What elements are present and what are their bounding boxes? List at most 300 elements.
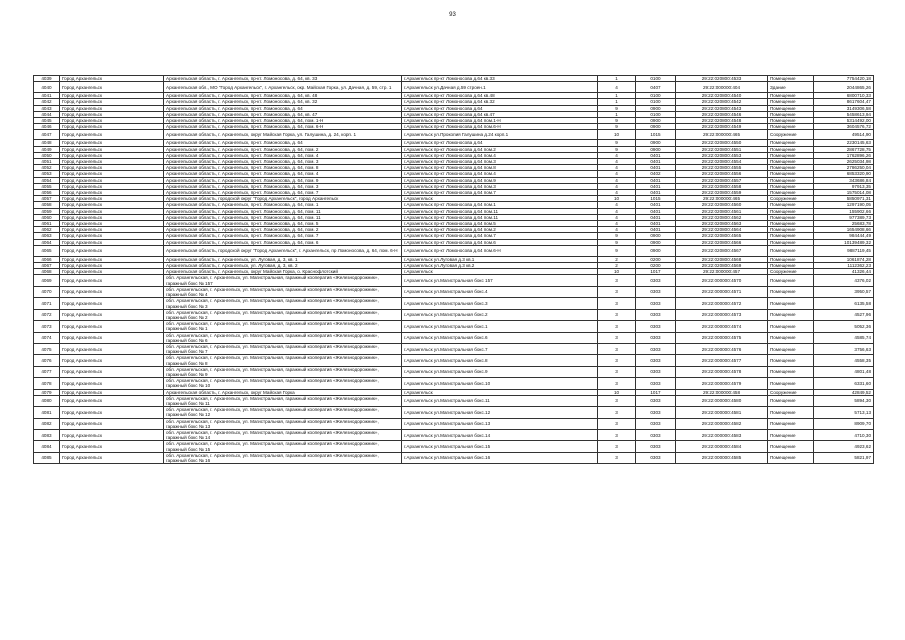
group-cell: 9	[598, 105, 636, 111]
municipality-cell: Город Архангельск	[60, 389, 164, 395]
short-address-cell: г.Архангельск пр-кт Ломоносова д.64 кв.47	[402, 111, 598, 117]
short-address-cell: г.Архангельск пр-кт Ломоносова д.64 пом.11	[402, 214, 598, 220]
row-number-cell: 4049	[34, 146, 60, 152]
row-number-cell: 4052	[34, 165, 60, 171]
address-cell: Архангельская область, г. Архангельск, пр-кт. Ломоносова, д. 64, пом. 7	[164, 190, 402, 196]
object-type-cell: Помещение	[768, 366, 814, 377]
code-cell: 0303	[636, 343, 676, 354]
group-cell: 3	[598, 309, 636, 320]
group-cell: 9	[598, 245, 636, 256]
cadastral-number-cell: 29:22:020800:4564	[676, 227, 768, 233]
table-row	[34, 366, 874, 377]
code-cell: 0900	[636, 140, 676, 146]
group-cell: 4	[598, 183, 636, 189]
address-cell: Архангельская область, г. Архангельск, ул. Луговая, д. 3, кв. 2	[164, 263, 402, 269]
group-cell: 4	[598, 190, 636, 196]
object-type-cell: Сооружение	[768, 196, 814, 202]
code-cell: 0401	[636, 177, 676, 183]
code-cell: 0303	[636, 332, 676, 343]
cadastral-value-cell: 5894,30	[814, 395, 874, 406]
cadastral-number-cell: 29:22:020800:4563	[676, 221, 768, 227]
address-cell: обл. Архангельская, г. Архангельск, ул. Магистральная, гаражный кооператив «Железнодорожник», гаражный бокс № 16	[164, 452, 402, 463]
cadastral-value-cell: 4923,62	[814, 441, 874, 452]
cadastral-number-cell: 29:22:020800:4569	[676, 263, 768, 269]
group-cell: 3	[598, 395, 636, 406]
group-cell: 10	[598, 196, 636, 202]
short-address-cell: г.Архангельск ул.Магистральная бокс.9	[402, 366, 598, 377]
group-cell: 9	[598, 146, 636, 152]
row-number-cell: 4040	[34, 82, 60, 93]
row-number-cell: 4044	[34, 111, 60, 117]
municipality-cell: Город Архангельск	[60, 441, 164, 452]
object-type-cell: Помещение	[768, 355, 814, 366]
row-number-cell: 4048	[34, 140, 60, 146]
cadastral-number-cell: 29:22:020800:4542	[676, 99, 768, 105]
group-cell: 3	[598, 441, 636, 452]
row-number-cell: 4059	[34, 208, 60, 214]
row-number-cell: 4063	[34, 233, 60, 239]
municipality-cell: Город Архангельск	[60, 343, 164, 354]
table-row	[34, 245, 874, 256]
short-address-cell: г.Архангельск ул.Магистральная бокс.3	[402, 298, 598, 309]
cadastral-number-cell: 29:22:020800:4546	[676, 111, 768, 117]
municipality-cell: Город Архангельск	[60, 227, 164, 233]
short-address-cell: г.Архангельск ул.Магистральная бокс.4	[402, 286, 598, 297]
address-cell: обл. Архангельская, г. Архангельск, ул. Магистральная, гаражный кооператив «Железнодорожник», гаражный бокс № 15	[164, 441, 402, 452]
short-address-cell: г.Архангельск ул.Магистральная бокс.8	[402, 355, 598, 366]
short-address-cell: г.Архангельск ул.Луговая д.3 кв.2	[402, 263, 598, 269]
municipality-cell: Город Архангельск	[60, 366, 164, 377]
cadastral-value-cell: 2625034,98	[814, 159, 874, 165]
row-number-cell: 4069	[34, 275, 60, 286]
cadastral-value-cell: 9887119,45	[814, 245, 874, 256]
row-number-cell: 4056	[34, 190, 60, 196]
municipality-cell: Город Архангельск	[60, 159, 164, 165]
row-number-cell: 4057	[34, 196, 60, 202]
cadastral-value-cell: 41326,44	[814, 269, 874, 275]
cadastral-value-cell: 25683,78	[814, 221, 874, 227]
row-number-cell: 4071	[34, 298, 60, 309]
group-cell: 3	[598, 343, 636, 354]
group-cell: 9	[598, 118, 636, 124]
municipality-cell: Город Архангельск	[60, 124, 164, 130]
object-type-cell: Помещение	[768, 275, 814, 286]
cadastral-value-cell: 1654908,66	[814, 227, 874, 233]
municipality-cell: Город Архангельск	[60, 221, 164, 227]
cadastral-number-cell: 29:22:000000:4585	[676, 452, 768, 463]
object-type-cell: Помещение	[768, 177, 814, 183]
cadastral-number-cell: 29:22:000000:458	[676, 389, 768, 395]
code-cell: 0900	[636, 118, 676, 124]
municipality-cell: Город Архангельск	[60, 256, 164, 262]
cadastral-value-cell: 4801,48	[814, 366, 874, 377]
address-cell: Архангельская область, г. Архангельск, пр-кт. Ломоносова, д. 64, пом. 2	[164, 227, 402, 233]
group-cell: 10	[598, 130, 636, 140]
cadastral-value-cell: 4376,02	[814, 275, 874, 286]
address-cell: Архангельская область, г. Архангельск, пр-кт. Ломоносова, д. 64, пом. 8	[164, 165, 402, 171]
cadastral-number-cell: 29:22:020800:4555	[676, 165, 768, 171]
cadastral-number-cell: 29:22:000000:465	[676, 196, 768, 202]
group-cell: 2	[598, 256, 636, 262]
short-address-cell: г.Архангельск пр-кт Ломоносова д.64 пом.11	[402, 208, 598, 214]
table-row	[34, 452, 874, 463]
group-cell: 4	[598, 221, 636, 227]
address-cell: обл. Архангельская, г. Архангельск, ул. Магистральная, гаражный кооператив «Железнодорожник», гаражный бокс № 4	[164, 286, 402, 297]
code-cell: 0303	[636, 321, 676, 332]
object-type-cell: Помещение	[768, 321, 814, 332]
object-type-cell: Помещение	[768, 111, 814, 117]
group-cell: 4	[598, 165, 636, 171]
cadastral-number-cell: 29:22:000000:4579	[676, 378, 768, 389]
cadastral-number-cell: 29:22:000000:4573	[676, 309, 768, 320]
cadastral-value-cell: 5713,13	[814, 407, 874, 418]
row-number-cell: 4045	[34, 118, 60, 124]
cadastral-number-cell: 29:22:000000:404	[676, 82, 768, 93]
row-number-cell: 4074	[34, 332, 60, 343]
cadastral-number-cell: 29:22:020800:4549	[676, 124, 768, 130]
group-cell: 3	[598, 366, 636, 377]
code-cell: 0303	[636, 366, 676, 377]
cadastral-number-cell: 29:22:020800:4560	[676, 202, 768, 208]
cadastral-number-cell: 29:22:000000:4583	[676, 429, 768, 440]
group-cell: 9	[598, 233, 636, 239]
object-type-cell: Помещение	[768, 452, 814, 463]
cadastral-value-cell: 3149306,58	[814, 105, 874, 111]
code-cell: 0303	[636, 429, 676, 440]
cadastral-value-cell: 49514,90	[814, 130, 874, 140]
cadastral-value-cell: 1112362,23	[814, 263, 874, 269]
short-address-cell: г.Архангельск пр-кт Ломоносова д.64 пом.3	[402, 159, 598, 165]
short-address-cell: г.Архангельск пр-кт Ломоносова д.64 пом.6-Н	[402, 124, 598, 130]
address-cell: обл. Архангельская, г. Архангельск, ул. Магистральная, гаражный кооператив «Железнодорожник», гаражный бокс № 14	[164, 429, 402, 440]
row-number-cell: 4039	[34, 76, 60, 82]
code-cell: 0401	[636, 183, 676, 189]
object-type-cell: Помещение	[768, 99, 814, 105]
row-number-cell: 4046	[34, 124, 60, 130]
cadastral-value-cell: 4527,96	[814, 309, 874, 320]
municipality-cell: Город Архангельск	[60, 183, 164, 189]
object-type-cell: Помещение	[768, 233, 814, 239]
code-cell: 0303	[636, 309, 676, 320]
address-cell: Архангельская область, г. Архангельск, пр-кт. Ломоносова, д. 64, пом. 11	[164, 214, 402, 220]
municipality-cell: Город Архангельск	[60, 378, 164, 389]
group-cell: 4	[598, 159, 636, 165]
cadastral-number-cell: 29:22:020800:4567	[676, 245, 768, 256]
row-number-cell: 4060	[34, 214, 60, 220]
municipality-cell: Город Архангельск	[60, 395, 164, 406]
table-row	[34, 378, 874, 389]
address-cell: обл. Архангельская, г. Архангельск, ул. Магистральная, гаражный кооператив «Железнодорожник», гаражный бокс № 8	[164, 355, 402, 366]
cadastral-value-cell: 10139489,32	[814, 239, 874, 245]
municipality-cell: Город Архангельск	[60, 190, 164, 196]
municipality-cell: Город Архангельск	[60, 429, 164, 440]
code-cell: 0900	[636, 245, 676, 256]
row-number-cell: 4080	[34, 395, 60, 406]
object-type-cell: Помещение	[768, 441, 814, 452]
cadastral-value-cell: 984444,49	[814, 233, 874, 239]
code-cell: 0100	[636, 76, 676, 82]
table-row	[34, 82, 874, 93]
address-cell: Архангельская область, г. Архангельск, ул. Луговая, д. 3, кв. 1	[164, 256, 402, 262]
row-number-cell: 4079	[34, 389, 60, 395]
cadastral-number-cell: 29:22:000000:4577	[676, 355, 768, 366]
short-address-cell: г.Архангельск пр-кт Ломоносова д.64 кв.33	[402, 76, 598, 82]
code-cell: 0401	[636, 227, 676, 233]
object-type-cell: Помещение	[768, 221, 814, 227]
cadastral-number-cell: 29:22:000000:4574	[676, 321, 768, 332]
object-type-cell: Помещение	[768, 140, 814, 146]
cadastral-number-cell: 29:22:020800:4557	[676, 177, 768, 183]
group-cell: 3	[598, 429, 636, 440]
table-row	[34, 275, 874, 286]
object-type-cell: Помещение	[768, 343, 814, 354]
object-type-cell: Помещение	[768, 309, 814, 320]
table-row	[34, 429, 874, 440]
cadastral-value-cell: 3950,57	[814, 286, 874, 297]
object-type-cell: Помещение	[768, 183, 814, 189]
group-cell: 10	[598, 269, 636, 275]
group-cell: 4	[598, 152, 636, 158]
object-type-cell: Помещение	[768, 118, 814, 124]
code-cell: 0401	[636, 190, 676, 196]
municipality-cell: Город Архангельск	[60, 82, 164, 93]
municipality-cell: Город Архангельск	[60, 152, 164, 158]
code-cell: 0303	[636, 298, 676, 309]
cadastral-value-cell: 6853320,90	[814, 171, 874, 177]
group-cell: 4	[598, 171, 636, 177]
row-number-cell: 4054	[34, 177, 60, 183]
short-address-cell: г.Архангельск пр-кт Ломоносова д.64	[402, 140, 598, 146]
address-cell: Архангельская область, г. Архангельск, пр-кт. Ломоносова, д. 64, кв. 47	[164, 111, 402, 117]
group-cell: 3	[598, 407, 636, 418]
cadastral-value-cell: 5052,36	[814, 321, 874, 332]
municipality-cell: Город Архангельск	[60, 146, 164, 152]
municipality-cell: Город Архангельск	[60, 452, 164, 463]
code-cell: 0303	[636, 407, 676, 418]
cadastral-number-cell: 29:22:000000:4576	[676, 343, 768, 354]
object-type-cell: Помещение	[768, 165, 814, 171]
short-address-cell: г.Архангельск ул.Магистральная бокс.1	[402, 321, 598, 332]
group-cell: 1	[598, 76, 636, 82]
address-cell: Архангельская область, г. Архангельск, пр-кт. Ломоносова, д. 64, пом. 6	[164, 239, 402, 245]
object-type-cell: Помещение	[768, 214, 814, 220]
row-number-cell: 4075	[34, 343, 60, 354]
object-type-cell: Помещение	[768, 152, 814, 158]
code-cell: 0407	[636, 82, 676, 93]
group-cell: 3	[598, 275, 636, 286]
cadastral-value-cell: 1297190,05	[814, 202, 874, 208]
object-type-cell: Помещение	[768, 256, 814, 262]
object-type-cell: Сооружение	[768, 130, 814, 140]
short-address-cell: г.Архангельск пр-кт Ломоносова д.64 пом.6-Н	[402, 245, 598, 256]
address-cell: обл. Архангельская, г. Архангельск, ул. Магистральная, гаражный кооператив «Железнодорожник», гаражный бокс № 3	[164, 298, 402, 309]
object-type-cell: Помещение	[768, 407, 814, 418]
group-cell: 1	[598, 111, 636, 117]
cadastral-value-cell: 6800710,33	[814, 93, 874, 99]
row-number-cell: 4083	[34, 429, 60, 440]
short-address-cell: г.Архангельск пр-кт Ломоносова д.64 пом.7	[402, 190, 598, 196]
code-cell: 0900	[636, 239, 676, 245]
cadastral-number-cell: 29:22:000000:4570	[676, 275, 768, 286]
address-cell: обл. Архангельская, г. Архангельск, ул. Магистральная, гаражный кооператив «Железнодорожник», гаражный бокс № 13	[164, 418, 402, 429]
municipality-cell: Город Архангельск	[60, 286, 164, 297]
page-number: 93	[449, 12, 456, 18]
address-cell: Архангельская область, г. Архангельск, пр-кт. Ломоносова, д. 64	[164, 140, 402, 146]
group-cell: 4	[598, 177, 636, 183]
address-cell: Архангельская область, г. Архангельск, округ Майская Горка	[164, 389, 402, 395]
table-row	[34, 321, 874, 332]
municipality-cell: Город Архангельск	[60, 309, 164, 320]
municipality-cell: Город Архангельск	[60, 196, 164, 202]
code-cell: 0401	[636, 214, 676, 220]
municipality-cell: Город Архангельск	[60, 332, 164, 343]
short-address-cell: г.Архангельск пр-кт Ломоносова д.64 пом.5	[402, 221, 598, 227]
municipality-cell: Город Архангельск	[60, 418, 164, 429]
municipality-cell: Город Архангельск	[60, 355, 164, 366]
cadastral-value-cell: 4710,30	[814, 429, 874, 440]
object-type-cell: Помещение	[768, 378, 814, 389]
cadastral-value-cell: 6331,60	[814, 378, 874, 389]
short-address-cell: г.Архангельск	[402, 269, 598, 275]
object-type-cell: Помещение	[768, 190, 814, 196]
group-cell: 3	[598, 355, 636, 366]
table-row	[34, 298, 874, 309]
cadastral-number-cell: 29:22:000000:465	[676, 130, 768, 140]
code-cell: 0401	[636, 208, 676, 214]
row-number-cell: 4066	[34, 256, 60, 262]
cadastral-value-cell: 155902,66	[814, 208, 874, 214]
cadastral-value-cell: 5850971,31	[814, 196, 874, 202]
municipality-cell: Город Архангельск	[60, 165, 164, 171]
object-type-cell: Помещение	[768, 93, 814, 99]
municipality-cell: Город Архангельск	[60, 208, 164, 214]
object-type-cell: Сооружение	[768, 389, 814, 395]
short-address-cell: г.Архангельск ул.Магистральная бокс.14	[402, 429, 598, 440]
group-cell: 4	[598, 202, 636, 208]
address-cell: Архангельская область, г. Архангельск, пр-кт. Ломоносова, д. 64, пом. 2	[164, 146, 402, 152]
cadastral-value-cell: 2867728,75	[814, 146, 874, 152]
cadastral-number-cell: 29:22:020800:4551	[676, 146, 768, 152]
object-type-cell: Помещение	[768, 208, 814, 214]
municipality-cell: Город Архангельск	[60, 140, 164, 146]
cadastral-value-cell: 97913,35	[814, 183, 874, 189]
cadastral-number-cell: 29:22:020800:4550	[676, 140, 768, 146]
cadastral-number-cell: 29:22:020800:4565	[676, 233, 768, 239]
group-cell: 9	[598, 140, 636, 146]
short-address-cell: г.Архангельск пр-кт Ломоносова д.64	[402, 105, 598, 111]
address-cell: Архангельская область, городской округ "Город Архангельск", город Архангельск	[164, 196, 402, 202]
group-cell: 4	[598, 227, 636, 233]
code-cell: 0401	[636, 165, 676, 171]
address-cell: обл. Архангельская, г. Архангельск, ул. Магистральная, гаражный кооператив «Железнодорожник», гаражный бокс № 7	[164, 343, 402, 354]
cadastral-value-cell: 3604576,72	[814, 124, 874, 130]
municipality-cell: Город Архангельск	[60, 233, 164, 239]
address-cell: обл. Архангельская, г. Архангельск, ул. Магистральная, гаражный кооператив «Железнодорожник», гаражный бокс № 11	[164, 395, 402, 406]
object-type-cell: Помещение	[768, 159, 814, 165]
municipality-cell: Город Архангельск	[60, 130, 164, 140]
table-body	[34, 76, 874, 464]
short-address-cell: г.Архангельск пр-кт Ломоносова д.64 пом.2	[402, 146, 598, 152]
cadastral-value-cell: 8617604,47	[814, 99, 874, 105]
object-type-cell: Помещение	[768, 146, 814, 152]
row-number-cell: 4061	[34, 221, 60, 227]
group-cell: 3	[598, 378, 636, 389]
cadastral-number-cell: 29:22:000000:4582	[676, 418, 768, 429]
short-address-cell: г.Архангельск пр-кт Ломоносова д.64 пом.7	[402, 233, 598, 239]
object-type-cell: Помещение	[768, 124, 814, 130]
group-cell: 4	[598, 214, 636, 220]
short-address-cell: г.Архангельск ул.Магистральная бокс.6	[402, 332, 598, 343]
code-cell: 0303	[636, 441, 676, 452]
short-address-cell: г.Архангельск пр-кт Ломоносова д.64 пом.8	[402, 165, 598, 171]
cadastral-number-cell: 29:22:020800:4554	[676, 159, 768, 165]
code-cell: 1017	[636, 269, 676, 275]
cadastral-value-cell: 3756,63	[814, 343, 874, 354]
cadastral-table	[33, 75, 874, 464]
table-row	[34, 441, 874, 452]
municipality-cell: Город Архангельск	[60, 76, 164, 82]
code-cell: 1015	[636, 130, 676, 140]
cadastral-number-cell: 29:22:020800:4556	[676, 171, 768, 177]
row-number-cell: 4081	[34, 407, 60, 418]
short-address-cell: г.Архангельск ул.Магистральная бокс.15	[402, 441, 598, 452]
group-cell: 3	[598, 321, 636, 332]
object-type-cell: Здание	[768, 82, 814, 93]
table-row	[34, 332, 874, 343]
cadastral-number-cell: 29:22:000000:4575	[676, 332, 768, 343]
table-row	[34, 130, 874, 140]
table-row	[34, 309, 874, 320]
table-row	[34, 286, 874, 297]
address-cell: Архангельская область, г. Архангельск, пр-кт. Ломоносова, д. 64, пом. 11	[164, 208, 402, 214]
object-type-cell: Помещение	[768, 332, 814, 343]
code-cell: 0100	[636, 111, 676, 117]
row-number-cell: 4082	[34, 418, 60, 429]
code-cell: 0100	[636, 99, 676, 105]
group-cell: 3	[598, 332, 636, 343]
address-cell: обл. Архангельская, г. Архангельск, ул. Магистральная, гаражный кооператив «Железнодорожник», гаражный бокс № 1	[164, 321, 402, 332]
cadastral-number-cell: 29:22:020800:4558	[676, 183, 768, 189]
address-cell: Архангельская область, г. Архангельск, пр-кт. Ломоносова, д. 64, пом. 3	[164, 183, 402, 189]
cadastral-value-cell: 1575014,08	[814, 190, 874, 196]
row-number-cell: 4055	[34, 183, 60, 189]
cadastral-value-cell: 2230145,63	[814, 140, 874, 146]
object-type-cell: Помещение	[768, 298, 814, 309]
group-cell: 3	[598, 298, 636, 309]
code-cell: 0200	[636, 263, 676, 269]
address-cell: Архангельская область, г. Архангельск, пр-кт. Ломоносова, д. 64	[164, 105, 402, 111]
municipality-cell: Город Архангельск	[60, 99, 164, 105]
row-number-cell: 4078	[34, 378, 60, 389]
address-cell: Архангельская область, г. Архангельск, пр-кт. Ломоносова, д. 64, пом. 4	[164, 152, 402, 158]
cadastral-number-cell: 29:22:020800:4553	[676, 152, 768, 158]
municipality-cell: Город Архангельск	[60, 407, 164, 418]
address-cell: обл. Архангельская, г. Архангельск, ул. Магистральная, гаражный кооператив «Железнодорожник», гаражный бокс № 10	[164, 378, 402, 389]
code-cell: 1015	[636, 196, 676, 202]
group-cell: 4	[598, 208, 636, 214]
short-address-cell: г.Архангельск ул.Магистральная бокс.11	[402, 395, 598, 406]
table-row	[34, 343, 874, 354]
group-cell: 9	[598, 239, 636, 245]
object-type-cell: Помещение	[768, 418, 814, 429]
municipality-cell: Город Архангельск	[60, 239, 164, 245]
code-cell: 0401	[636, 159, 676, 165]
row-number-cell: 4042	[34, 99, 60, 105]
short-address-cell: г.Архангельск	[402, 196, 598, 202]
municipality-cell: Город Архангельск	[60, 177, 164, 183]
address-cell: Архангельская область, г. Архангельск, пр-кт. Ломоносова, д. 64, пом. 6-Н	[164, 124, 402, 130]
cadastral-number-cell: 29:22:020800:4533	[676, 76, 768, 82]
